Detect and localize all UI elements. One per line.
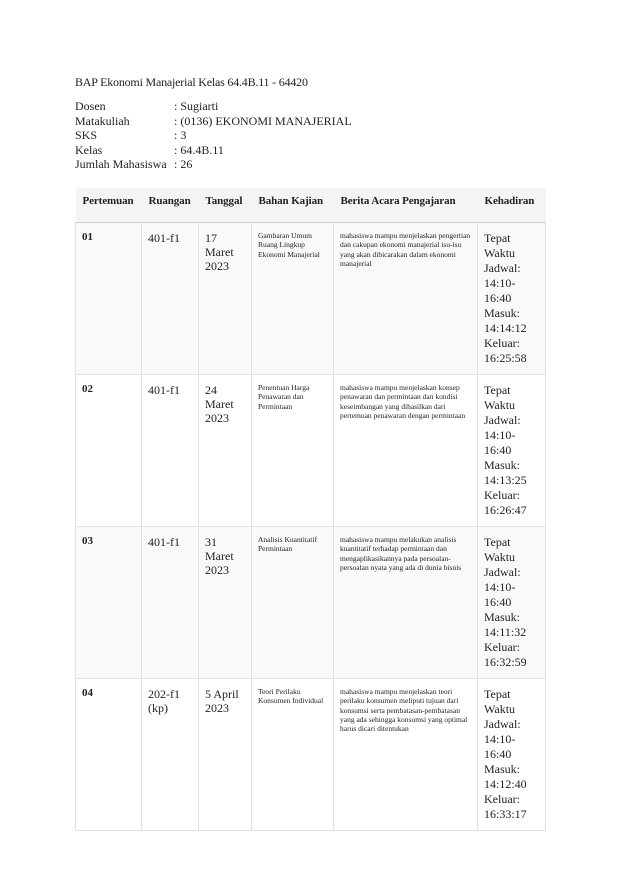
cell-berita-acara: mahasiswa mampu melakukan analisis kuantitatif terhadap permintaan dan mengaplikasikannya pada persoalan-persoalan nyata yang ada di dunia bisnis	[334, 527, 478, 679]
table-row	[76, 679, 546, 831]
course-info	[75, 99, 352, 172]
table-row	[76, 375, 546, 527]
cell-kehadiran: Tepat Waktu Jadwal: 14:10-16:40 Masuk: 14:11:32 Keluar: 16:32:59	[478, 527, 546, 679]
page-title: BAP Ekonomi Manajerial Kelas 64.4B.11 - 64420	[75, 75, 308, 89]
bap-table	[75, 188, 546, 831]
meta-label: Dosen	[75, 99, 106, 113]
meta-label: Matakuliah	[75, 113, 130, 128]
header-tanggal: Tanggal	[199, 188, 252, 223]
meta-row-sks	[75, 128, 352, 143]
header-pertemuan: Pertemuan	[76, 188, 142, 223]
meta-value: : Sugiarti	[174, 99, 219, 113]
cell-tanggal: 24 Maret 2023	[199, 375, 252, 527]
meta-label: Jumlah Mahasiswa	[75, 157, 167, 172]
cell-berita-acara: mahasiswa mampu menjelaskan pengertian dan cakupan ekonomi manajerial isu-isu yang akan dibicarakan dalam ekonomi manajerial	[334, 223, 478, 375]
cell-bahan-kajian: Gambaran Umum Ruang Lingkup Ekonomi Manajerial	[252, 223, 334, 375]
cell-pertemuan: 01	[76, 223, 142, 375]
cell-bahan-kajian: Analisis Kuantitatif Permintaan	[252, 527, 334, 679]
meta-row-kelas	[75, 143, 352, 158]
meta-value: : 3	[174, 128, 187, 143]
header-berita-acara: Berita Acara Pengajaran	[334, 188, 478, 223]
cell-kehadiran: Tepat Waktu Jadwal: 14:10-16:40 Masuk: 14:13:25 Keluar: 16:26:47	[478, 375, 546, 527]
cell-kehadiran: Tepat Waktu Jadwal: 14:10-16:40 Masuk: 14:12:40 Keluar: 16:33:17	[478, 679, 546, 831]
meta-row-matakuliah	[75, 114, 352, 129]
meta-value: : (0136) EKONOMI MANAJERIAL	[174, 113, 352, 128]
cell-tanggal: 17 Maret 2023	[199, 223, 252, 375]
table-header-row	[76, 188, 546, 223]
cell-ruangan: 202-f1 (kp)	[142, 679, 199, 831]
meta-value: : 64.4B.11	[174, 142, 224, 157]
cell-bahan-kajian: Teori Perilaku Konsumen Individual	[252, 679, 334, 831]
meta-label: Kelas	[75, 142, 103, 157]
meta-label: SKS	[75, 128, 98, 143]
header-bahan-kajian: Bahan Kajian	[252, 188, 334, 223]
cell-tanggal: 31 Maret 2023	[199, 527, 252, 679]
header-kehadiran: Kehadiran	[478, 188, 546, 223]
meta-row-jumlah-mahasiswa	[75, 157, 352, 172]
meta-value: : 26	[174, 157, 193, 172]
cell-pertemuan: 04	[76, 679, 142, 831]
cell-tanggal: 5 April 2023	[199, 679, 252, 831]
table-row	[76, 527, 546, 679]
cell-pertemuan: 02	[76, 375, 142, 527]
header-ruangan: Ruangan	[142, 188, 199, 223]
cell-ruangan: 401-f1	[142, 527, 199, 679]
table-row	[76, 223, 546, 375]
cell-berita-acara: mahasiswa mampu menjelaskan konsep penawaran dan permintaan dan kondisi keseimbangan yang dihasilkan dari pertemuan penawaran dengan permintaan	[334, 375, 478, 527]
cell-ruangan: 401-f1	[142, 223, 199, 375]
bap-table-container	[75, 188, 545, 831]
cell-kehadiran: Tepat Waktu Jadwal: 14:10-16:40 Masuk: 14:14:12 Keluar: 16:25:58	[478, 223, 546, 375]
cell-pertemuan: 03	[76, 527, 142, 679]
cell-bahan-kajian: Penentuan Harga Penawaran dan Permintaan	[252, 375, 334, 527]
cell-ruangan: 401-f1	[142, 375, 199, 527]
cell-berita-acara: mahasiswa mampu menjelaskan teori perilaku konsumen meliputi tujuan dari konsumsi serta pembatasan-pembatasan yang ada sehingga konsumsi yang optimal harus dicari ditentukan	[334, 679, 478, 831]
meta-row-dosen	[75, 99, 352, 114]
